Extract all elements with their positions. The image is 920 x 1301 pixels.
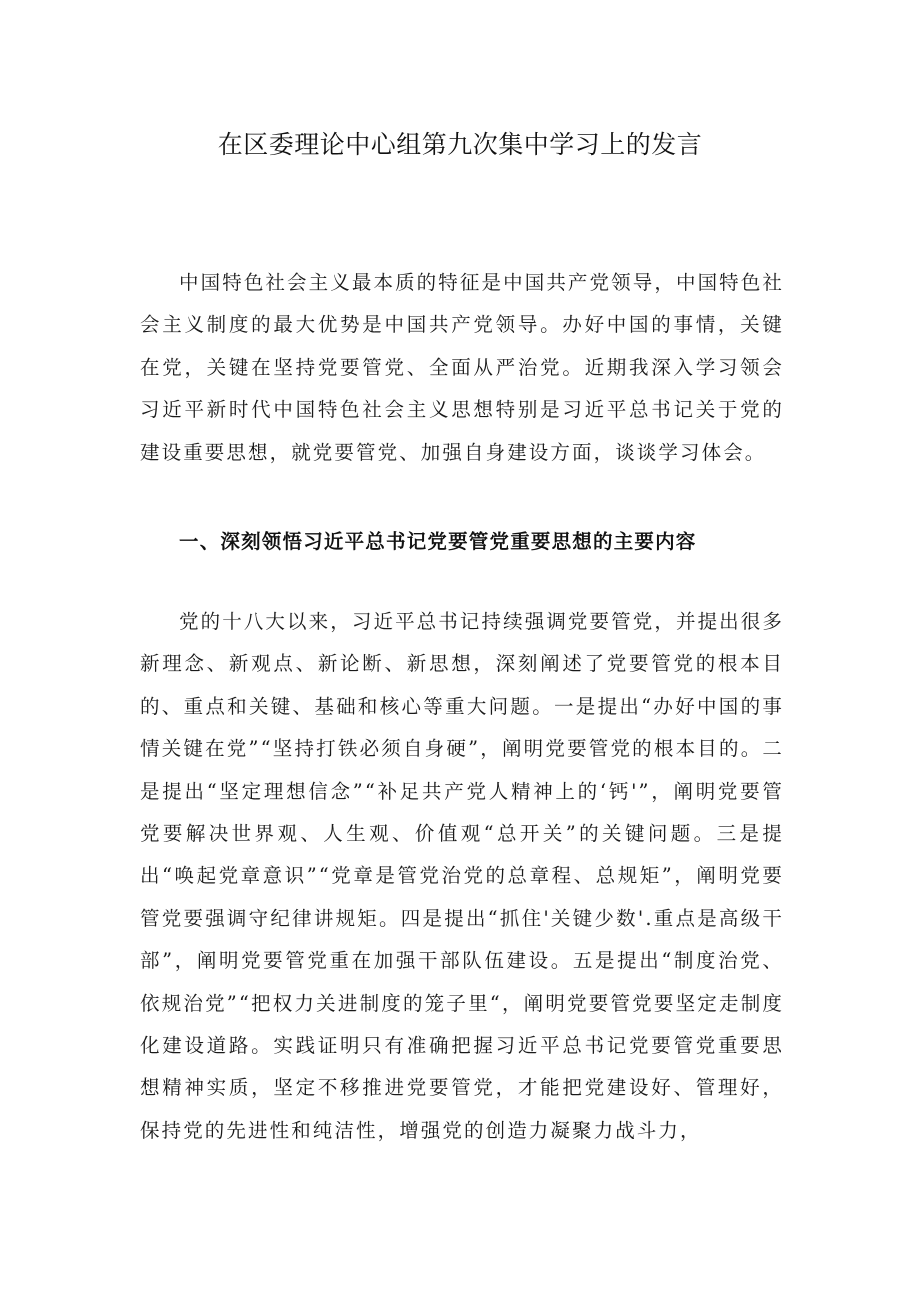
section-paragraph: 党的十八大以来，习近平总书记持续强调党要管党，并提出很多新理念、新观点、新论断、新思想，深刻阐述了党要管党的根本目的、重点和关键、基础和核心等重大问题。一是提出“办好中国的事情关键在党”“坚持打铁必须自身硬”，阐明党要管党的根本目的。二是提出“坚定理想信念”“补足共产党人精神上的‘钙'”，阐明党要管党要解决世界观、人生观、价值观“总开关”的关键问题。三是提出“唤起党章意识”“党章是管党治党的总章程、总规矩”，阐明党要管党要强调守纪律讲规矩。四是提出“抓住'关键少数'.重点是高级干部”，阐明党要管党重在加强干部队伍建设。五是提出“制度治党、依规治党”“把权力关进制度的笼子里“，阐明党要管党要坚定走制度化建设道路。实践证明只有准确把握习近平总书记党要管党重要思想精神实质，坚定不移推进党要管党，才能把党建设好、管理好，保持党的先进性和纯洁性，增强党的创造力凝聚力战斗力，: [140, 610, 784, 1142]
document-title: 在区委理论中心组第九次集中学习上的发言: [217, 130, 703, 159]
section-heading: 一、深刻领悟习近平总书记党要管党重要思想的主要内容: [179, 530, 697, 553]
intro-paragraph: 中国特色社会主义最本质的特征是中国共产党领导，中国特色社会主义制度的最大优势是中国共产党领导。办好中国的事情，关键在党，关键在坚持党要管党、全面从严治党。近期我深入学习领会习近平新时代中国特色社会主义思想特别是习近平总书记关于党的建设重要思想，就党要管党、加强自身建设方面，谈谈学习体会。: [140, 271, 784, 464]
